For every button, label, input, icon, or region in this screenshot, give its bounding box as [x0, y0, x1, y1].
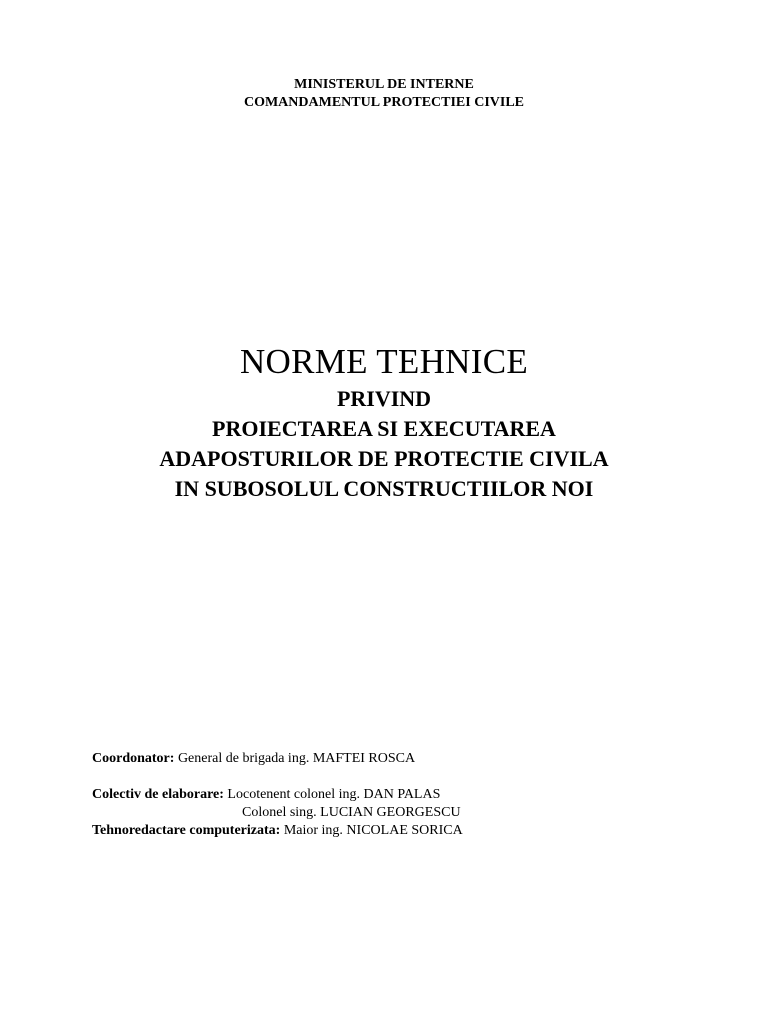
title-line-subsolul: IN SUBOSOLUL CONSTRUCTIILOR NOI: [174, 476, 594, 501]
credits: [92, 750, 463, 840]
collective-row: [92, 786, 463, 804]
command-name: COMANDAMENTUL PROTECTIEI CIVILE: [243, 95, 525, 110]
typesetting-value: Maior ing. NICOLAE SORICA: [283, 823, 463, 838]
ministry-name: MINISTERUL DE INTERNE: [294, 77, 474, 92]
header: [0, 76, 768, 112]
collective-label: Colectiv de elaborare:: [92, 787, 224, 802]
typesetting-label: Tehnoredactare computerizata:: [92, 823, 281, 838]
coordinator-label: Coordonator:: [92, 751, 175, 766]
title-line-privind: PRIVIND: [336, 386, 432, 411]
collective-row-2: [92, 804, 463, 822]
typesetting-row: [92, 822, 463, 840]
title-line-proiectarea: PROIECTAREA SI EXECUTAREA: [212, 416, 556, 441]
main-title: NORME TEHNICE: [239, 342, 529, 381]
collective-member-1: Locotenent colonel ing. DAN PALAS: [227, 787, 441, 802]
title-line-adaposturilor: ADAPOSTURILOR DE PROTECTIE CIVILA: [159, 446, 609, 471]
title-block: [0, 340, 768, 504]
coordinator-row: [92, 750, 463, 768]
spacer: [92, 768, 463, 786]
collective-member-2: Colonel sing. LUCIAN GEORGESCU: [242, 805, 461, 820]
coordinator-value: General de brigada ing. MAFTEI ROSCA: [177, 751, 416, 766]
